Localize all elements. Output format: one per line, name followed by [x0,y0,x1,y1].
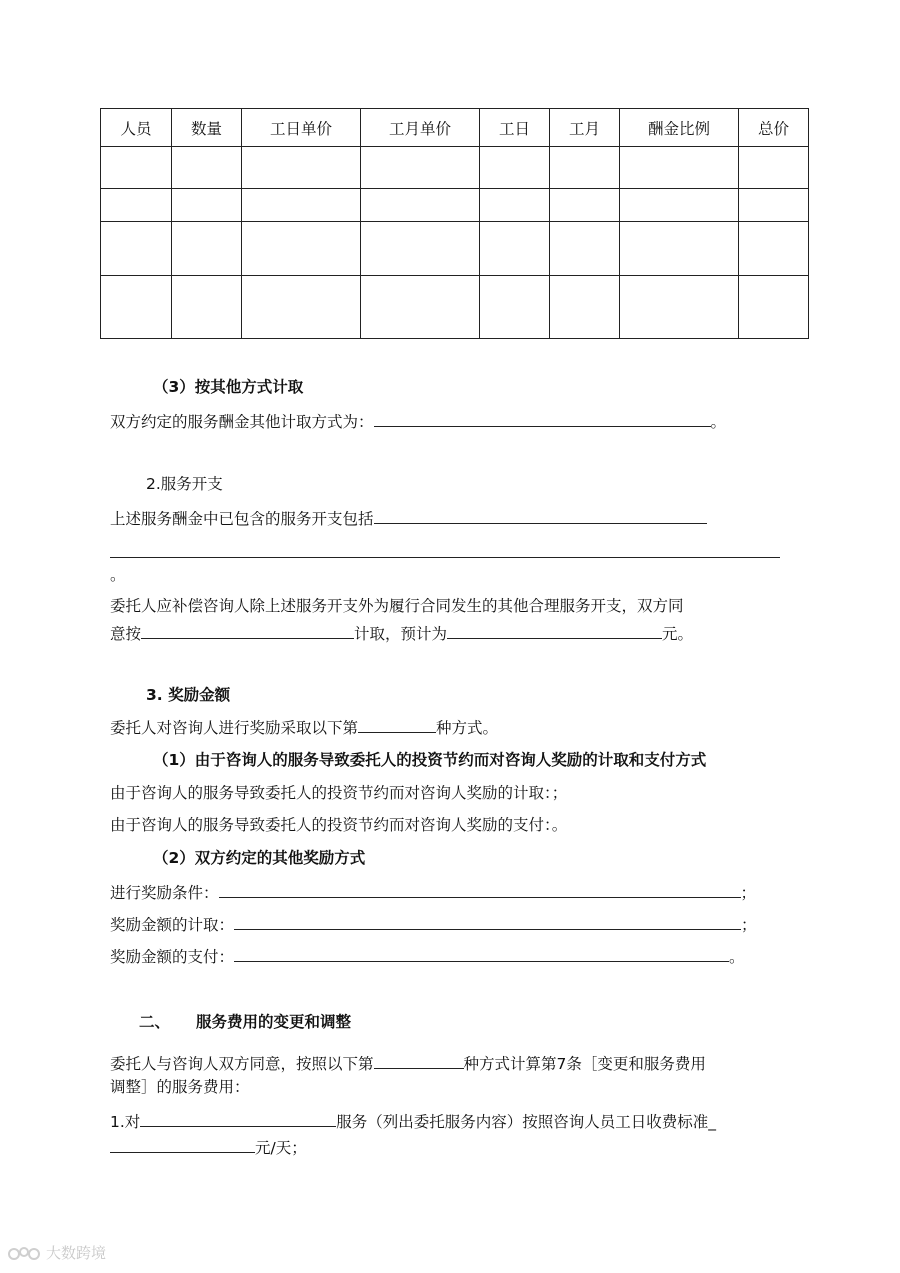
reward-amount-payment-line [110,945,745,967]
fee-change-line-2: 调整］的服务费用： [110,1078,250,1096]
table-cell [739,147,809,189]
table-cell [620,276,739,339]
section-heading-fee-change-number: 二、 [139,1013,171,1031]
reward-method-prefix: 委托人对咨询人进行奖励采取以下第 [110,719,359,737]
reward-amount-payment-label: 奖励金额的支付： [110,948,235,966]
reward-amount-calc-semicolon: ； [741,916,757,934]
reward-subheading-investment-saving: （1）由于咨询人的服务导致委托人的投资节约而对咨询人奖励的计取和支付方式 [153,751,707,769]
table-row [101,222,809,276]
expense-included-blank-2[interactable] [110,557,780,558]
table-cell [242,189,361,222]
reward-subheading-other: （2）双方约定的其他奖励方式 [153,849,366,867]
fee-item-1-service-blank[interactable] [140,1110,336,1127]
fee-item-1-line [110,1110,716,1132]
table-cell [480,147,550,189]
table-cell [739,189,809,222]
expense-included-line [110,507,707,529]
table-cell [242,222,361,276]
expense-included-blank-1[interactable] [374,507,707,524]
fee-change-line-1 [110,1052,706,1074]
section-heading-reward: 3. 奖励金额 [146,686,231,704]
table-cell [550,276,620,339]
table-cell [620,189,739,222]
expense-method-blank[interactable] [141,622,354,639]
table-cell [550,147,620,189]
fee-change-suffix: 种方式计算第7条［变更和服务费用 [463,1055,706,1073]
expense-yuan-suffix: 元。 [662,625,694,643]
reward-amount-payment-period: 。 [729,948,745,966]
col-header-fee-ratio: 酬金比例 [620,109,739,147]
col-header-total: 总价 [739,109,809,147]
section-heading-fee-change: 服务费用的变更和调整 [196,1013,352,1031]
table-cell [361,276,480,339]
reward-method-blank[interactable] [358,716,436,733]
expense-estimate-blank[interactable] [447,622,662,639]
watermark [8,1242,106,1263]
section-heading-service-expense: 2.服务开支 [146,475,223,493]
reward-saving-calc-line: 由于咨询人的服务导致委托人的投资节约而对咨询人奖励的计取：； [110,784,568,802]
table-cell [101,189,172,222]
fee-item-1-unit: 元/天； [255,1139,307,1157]
reward-condition-semicolon: ； [740,884,757,902]
table-cell [550,189,620,222]
fee-item-1-prefix: 1.对 [110,1113,141,1131]
table-cell [550,222,620,276]
table-cell [739,276,809,339]
reward-amount-calc-label: 奖励金额的计取： [110,916,235,934]
table-cell [101,276,172,339]
table-cell [101,147,172,189]
expense-period: 。 [110,566,126,584]
expense-estimate-label: 计取，预计为 [354,625,448,643]
table-cell [361,147,480,189]
reward-amount-payment-blank[interactable] [234,945,729,962]
table-cell [101,222,172,276]
reward-saving-payment-line: 由于咨询人的服务导致委托人的投资节约而对咨询人奖励的支付：。 [110,816,568,834]
fee-item-1-rate-blank[interactable] [110,1136,255,1153]
table-cell [242,276,361,339]
table-cell [480,222,550,276]
table-row [101,147,809,189]
fee-change-method-blank[interactable] [374,1052,464,1069]
table-cell [172,222,242,276]
expense-method-prefix: 意按 [110,625,142,643]
table-row [101,276,809,339]
reward-condition-label: 进行奖励条件： [110,884,219,902]
reward-method-suffix: 种方式。 [436,719,499,737]
table-row [101,189,809,222]
watermark-logo-icon [8,1244,42,1262]
fee-change-prefix: 委托人与咨询人双方同意，按照以下第 [110,1055,374,1073]
table-cell [620,222,739,276]
table-cell [480,276,550,339]
other-method-line [110,410,726,432]
other-method-blank[interactable] [374,410,711,427]
expense-included-label: 上述服务酬金中已包含的服务开支包括 [110,510,374,528]
table-cell [172,276,242,339]
reward-method-line [110,716,498,738]
col-header-monthly-rate: 工月单价 [361,109,480,147]
table-cell [480,189,550,222]
reward-condition-line [110,881,756,903]
table-cell [739,222,809,276]
watermark-text: 大数跨境 [46,1244,107,1262]
col-header-quantity: 数量 [172,109,242,147]
reward-amount-calc-blank[interactable] [234,913,741,930]
table-cell [242,147,361,189]
expense-compensation-line-2 [110,622,693,644]
col-header-work-days: 工日 [480,109,550,147]
col-header-work-months: 工月 [550,109,620,147]
section-heading-other-method: （3）按其他方式计取 [153,378,304,396]
fee-table [100,108,809,339]
table-cell [361,222,480,276]
table-cell [172,147,242,189]
col-header-daily-rate: 工日单价 [242,109,361,147]
other-method-period: 。 [710,413,727,431]
table-cell [620,147,739,189]
expense-compensation-line-1: 委托人应补偿咨询人除上述服务开支外为履行合同发生的其他合理服务开支，双方同 [110,597,684,615]
table-header-row [101,109,809,147]
col-header-personnel: 人员 [101,109,172,147]
fee-item-1-text: 服务（列出委托服务内容）按照咨询人员工日收费标准_ [336,1113,717,1131]
fee-item-1-rate-line [110,1136,307,1158]
reward-amount-calc-line [110,913,757,935]
table-cell [172,189,242,222]
reward-condition-blank[interactable] [219,881,741,898]
table-cell [361,189,480,222]
other-method-label: 双方约定的服务酬金其他计取方式为： [110,413,374,431]
